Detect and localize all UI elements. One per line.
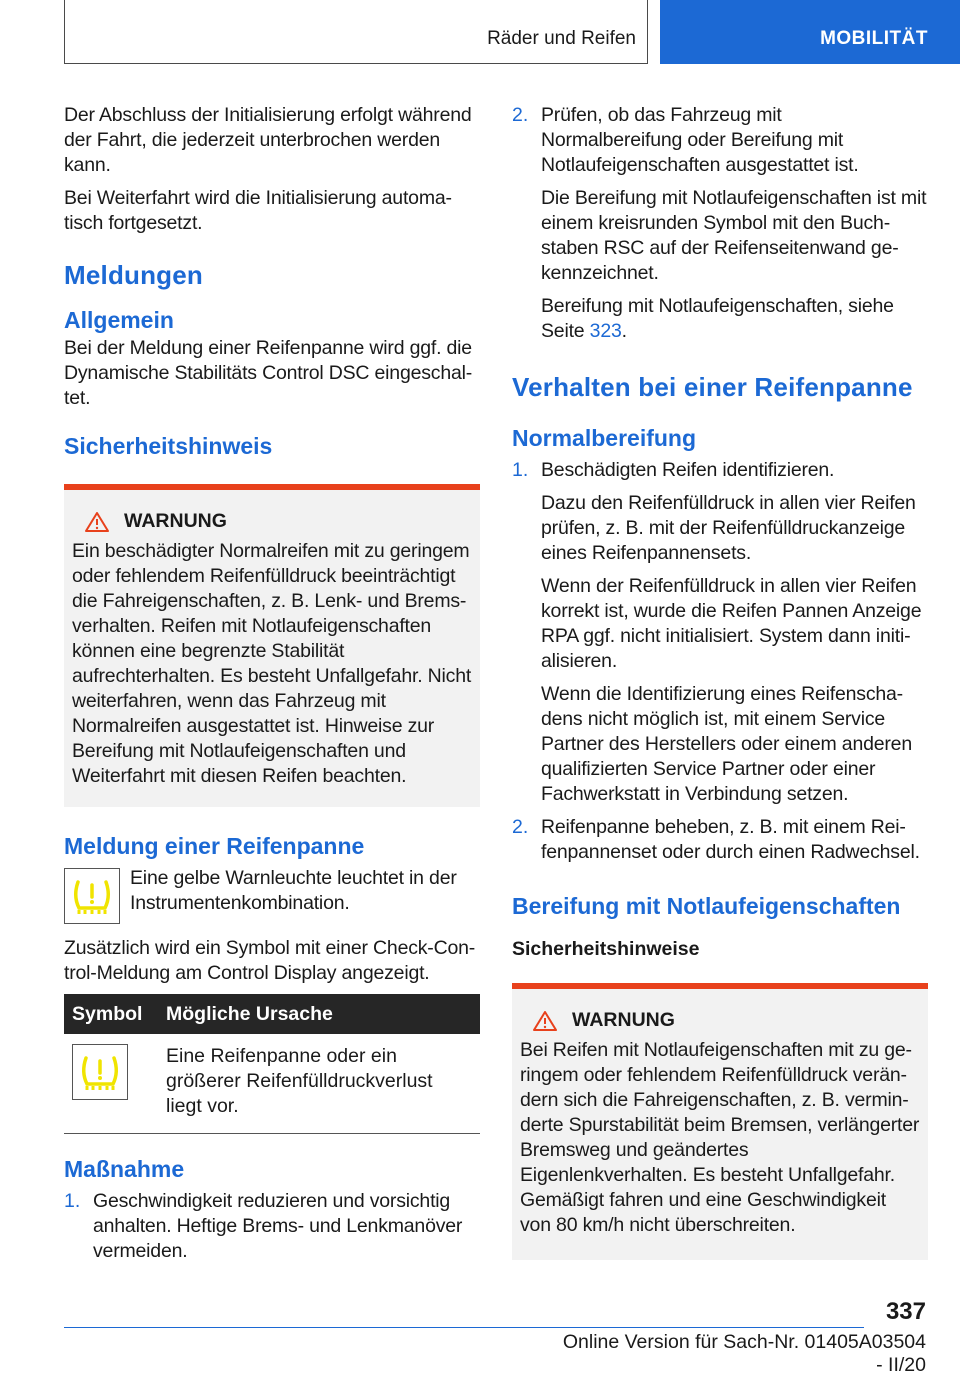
list-item-subtext: Wenn die Identifizierung eines Reifenschadens nicht möglich ist, mit einem Service Partner des Herstellers oder einem anderen qualifizierten Service Partner oder einer Fachwerkstatt in Verbindung setzen. <box>541 683 912 805</box>
list-item-number: 2. <box>512 104 529 126</box>
heading-massnahme: Maßnahme <box>64 1156 185 1182</box>
table-header-ursache: Mögliche Ursache <box>158 994 480 1034</box>
tire-pressure-warning-lamp <box>64 868 120 924</box>
list-item-text: Reifenpanne beheben, z. B. mit einem Reifenpannenset oder durch einen Radwechsel. <box>541 816 920 863</box>
heading-normalbereifung: Normalbereifung <box>512 425 697 451</box>
list-item-text: Prüfen, ob das Fahrzeug mit Normalbereifung oder Bereifung mit Notlaufeigenschaften ausgestattet ist. <box>541 104 859 176</box>
list-item-number: 1. <box>512 459 529 481</box>
table-header-symbol: Symbol <box>64 994 158 1034</box>
page-ref-suffix: . <box>621 320 627 342</box>
warning-title-text: WARNUNG <box>124 510 227 532</box>
page-number: 337 <box>885 1298 926 1325</box>
list-item <box>512 458 928 815</box>
table-row <box>64 1034 480 1134</box>
list-item-text: Geschwindigkeit reduzieren und vorsichtig anhalten. Heftige Brems- und Lenkmanöver vermeiden. <box>93 1190 463 1262</box>
list-item <box>512 103 928 352</box>
left-column <box>64 103 480 1272</box>
tire-pressure-warning-icon <box>78 1052 122 1092</box>
page-ref-link[interactable]: 323 <box>589 320 622 342</box>
warning-box <box>64 484 480 807</box>
page-ref-prefix: Bereifung mit Notlaufeigenschaften, siehe Seite <box>541 295 894 342</box>
list-item-subtext: Die Bereifung mit Notlaufeigenschaften ist mit einem kreisrunden Symbol mit den Buchstaben RSC auf der Reifenseitenwand gekennzeichnet. <box>541 187 927 284</box>
warning-title <box>72 510 472 533</box>
footer-divider <box>64 1327 864 1328</box>
warning-box <box>512 983 928 1260</box>
header-chapter-tab <box>660 0 960 64</box>
symbol-table <box>64 994 480 1134</box>
right-column <box>512 103 928 1260</box>
footer-version-text: Online Version für Sach-Nr. 01405A03504 - II/20 <box>562 1331 926 1376</box>
list-item-number: 1. <box>64 1190 81 1212</box>
intro-paragraph-1: Der Abschluss der Initialisierung erfolgt während der Fahrt, die jederzeit unterbrochen werden kann. <box>64 104 472 176</box>
table-cell-ursache: Eine Reifenpanne oder ein größerer Reifenfülldruckverlust liegt vor. <box>158 1034 480 1134</box>
heading-sicherheitshinweise: Sicherheitshinweise <box>512 938 700 960</box>
lamp-notice <box>64 868 480 924</box>
heading-meldungen: Meldungen <box>64 260 204 290</box>
header-section-title: Räder und Reifen <box>487 28 636 49</box>
heading-verhalten: Verhalten bei einer Reifenpanne <box>512 372 913 402</box>
list-item <box>64 1189 480 1272</box>
zusatz-text: Zusätzlich wird ein Symbol mit einer Check-Control-Meldung am Control Display angezeigt. <box>64 937 476 984</box>
intro-paragraph-2: Bei Weiterfahrt wird die Initialisierung automatisch fortgesetzt. <box>64 187 453 234</box>
list-item <box>512 815 928 873</box>
table-cell-symbol <box>64 1034 158 1134</box>
list-item-subtext: Wenn der Reifenfülldruck in allen vier Reifen korrekt ist, wurde die Reifen Pannen Anzeige RPA ggf. nicht initialisiert. System dann initialisieren. <box>541 575 922 672</box>
lamp-text: Eine gelbe Warnleuchte leuchtet in der Instrumentenkombination. <box>130 867 457 914</box>
heading-notlaufeigenschaften: Bereifung mit Notlaufeigenschaften <box>512 893 901 919</box>
list-item-text: Beschädigten Reifen identifizieren. <box>541 459 835 481</box>
heading-allgemein: Allgemein <box>64 307 174 333</box>
warning-title <box>520 1009 920 1032</box>
tire-pressure-warning-lamp <box>72 1044 128 1100</box>
list-item-subtext <box>541 294 928 344</box>
warning-text: Ein beschädigter Normalreifen mit zu geringem oder fehlendem Reifenfülldruck beeinträchtigt die Fahreigenschaften, z. B. Lenk- und Bremsverhalten. Reifen mit Notlaufeigenschaften können eine begrenzte Stabilität aufrechterhalten. Es besteht Unfallgefahr. Nicht weiterfahren, wenn das Fahrzeug mit Normalreifen ausgestattet ist. Hinweise zur Bereifung mit Notlaufeigenschaften und Weiterfahrt mit diesen Reifen beachten. <box>72 540 472 787</box>
warning-triangle-icon <box>532 1010 558 1032</box>
heading-sicherheitshinweis: Sicherheitshinweis <box>64 433 273 459</box>
table-header-row <box>64 994 480 1034</box>
list-item-number: 2. <box>512 816 529 838</box>
warning-title-text: WARNUNG <box>572 1009 675 1031</box>
allgemein-text: Bei der Meldung einer Reifenpanne wird ggf. die Dynamische Stabilitäts Control DSC eingeschaltet. <box>64 337 473 409</box>
header-chapter-label: MOBILITÄT <box>820 28 928 49</box>
heading-meldung-reifenpanne: Meldung einer Reifenpanne <box>64 833 365 859</box>
warning-text: Bei Reifen mit Notlaufeigenschaften mit zu geringem oder fehlendem Reifenfülldruck verändern sich die Fahreigenschaften, z. B. verminderte Spurstabilität beim Bremsen, verlängerter Bremsweg und geändertes Eigenlenkverhalten. Es besteht Unfallgefahr. Gemäßigt fahren und eine Geschwindigkeit von 80 km/h nicht überschreiten. <box>520 1039 920 1236</box>
warning-triangle-icon <box>84 511 110 533</box>
list-item-subtext: Dazu den Reifenfülldruck in allen vier Reifen prüfen, z. B. mit der Reifenfülldruckanzeige eines Reifenpannensets. <box>541 492 916 564</box>
tire-pressure-warning-icon <box>70 876 114 916</box>
